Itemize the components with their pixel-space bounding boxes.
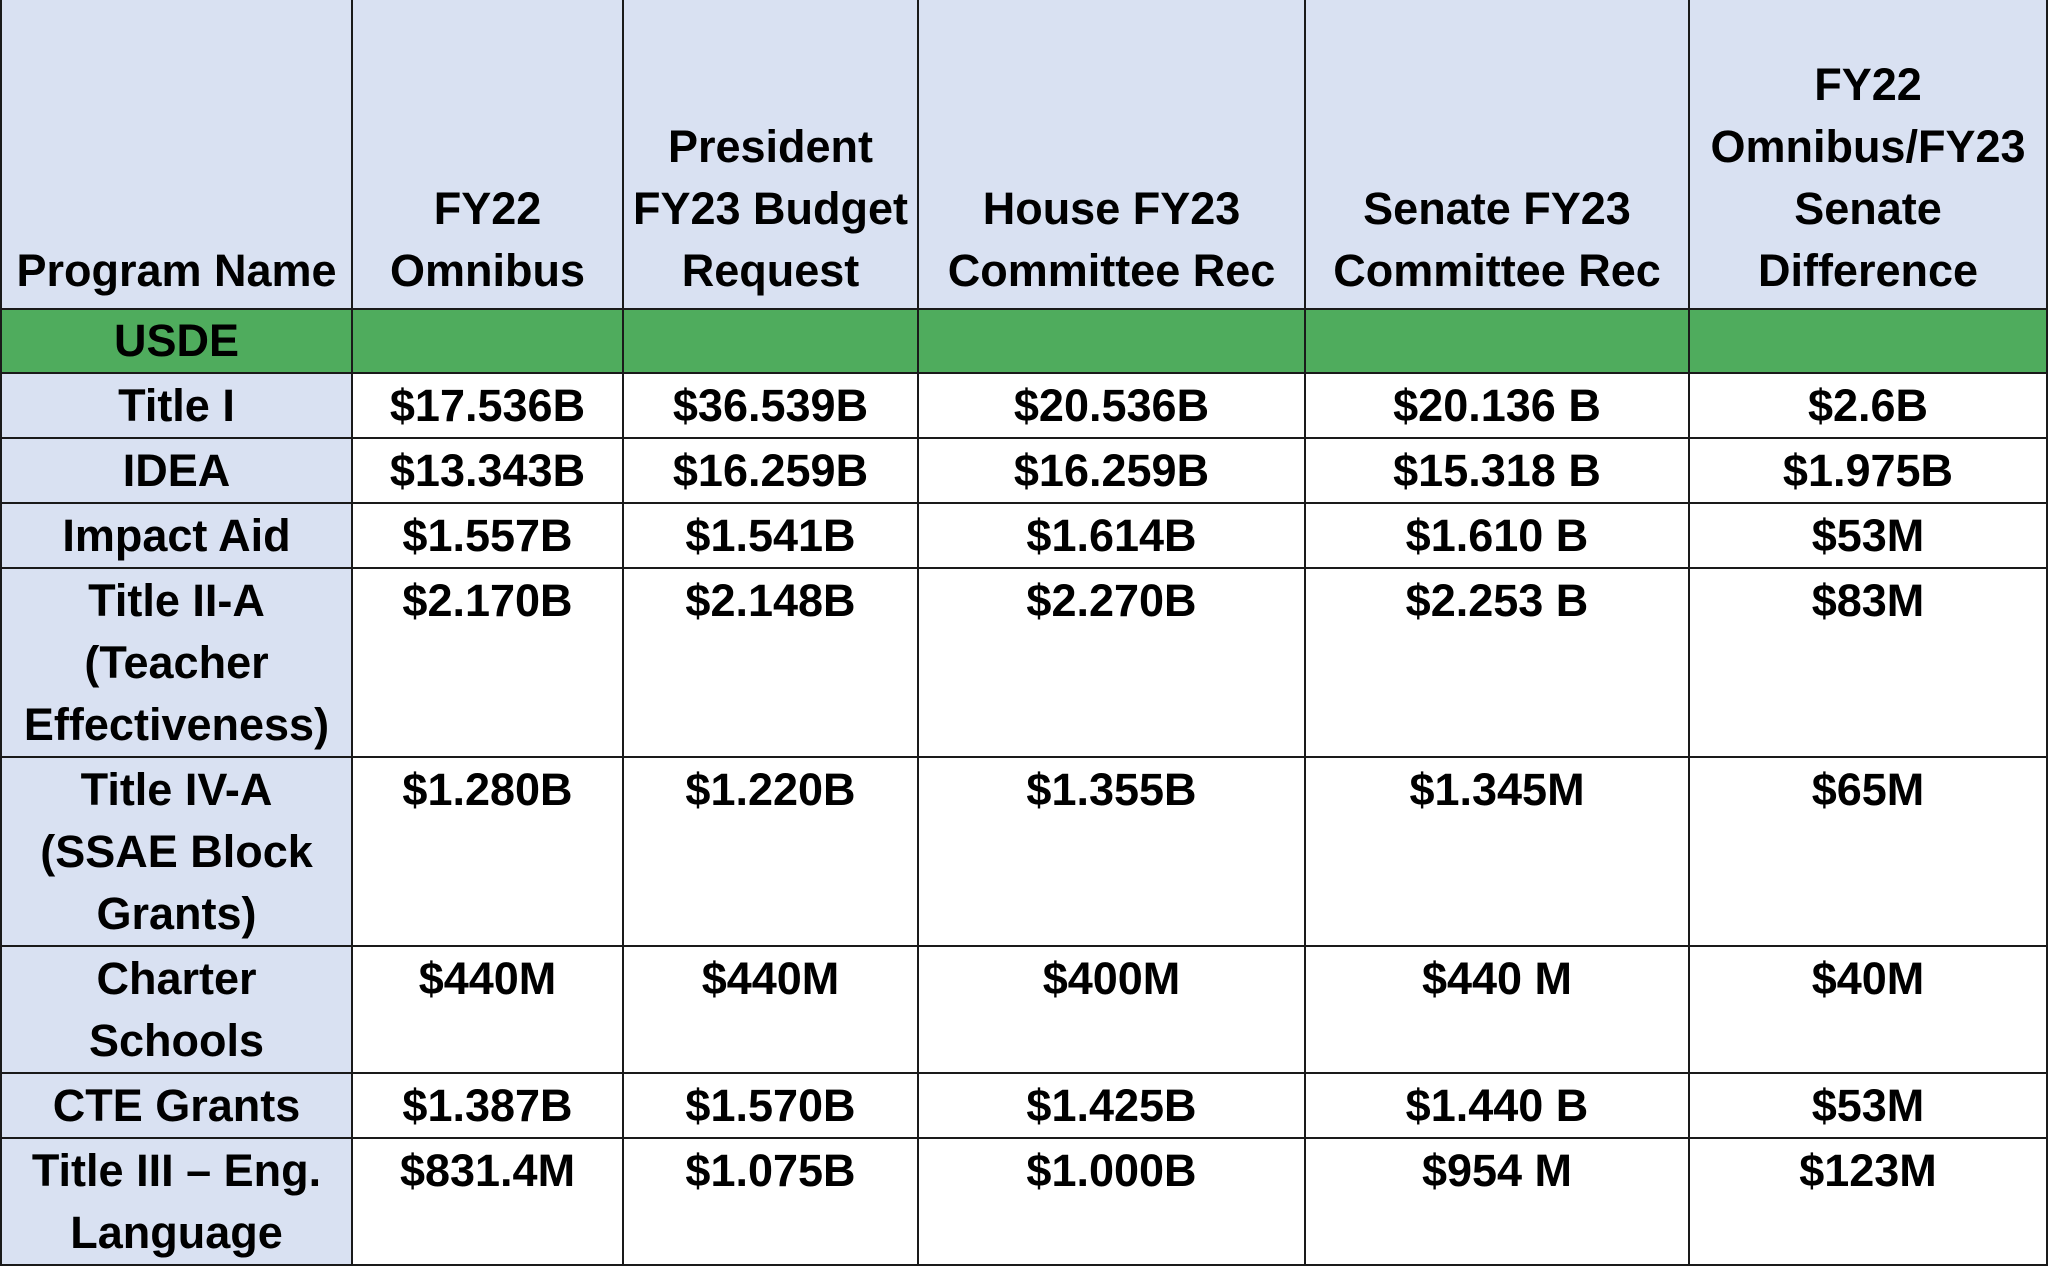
difference-cell: $1.975B	[1689, 438, 2047, 503]
program-name-cell: CTE Grants	[1, 1073, 352, 1138]
difference-cell: $83M	[1689, 568, 2047, 757]
header-row	[1, 0, 2047, 309]
president-fy23-cell: $2.148B	[623, 568, 918, 757]
fy22-omnibus-cell: $13.343B	[352, 438, 623, 503]
president-fy23-cell: $440M	[623, 946, 918, 1073]
header-difference: FY22 Omnibus/FY23 Senate Difference	[1689, 0, 2047, 309]
fy22-omnibus-cell: $440M	[352, 946, 623, 1073]
difference-cell: $65M	[1689, 757, 2047, 946]
fy22-omnibus-cell: $1.387B	[352, 1073, 623, 1138]
difference-cell: $40M	[1689, 946, 2047, 1073]
program-name-cell: Title II-A (Teacher Effectiveness)	[1, 568, 352, 757]
senate-fy23-cell: $2.253 B	[1305, 568, 1689, 757]
program-name-cell: Impact Aid	[1, 503, 352, 568]
fy22-omnibus-cell: $2.170B	[352, 568, 623, 757]
fy22-omnibus-cell: $17.536B	[352, 373, 623, 438]
senate-fy23-cell: $1.440 B	[1305, 1073, 1689, 1138]
president-fy23-cell: $1.541B	[623, 503, 918, 568]
difference-cell: $53M	[1689, 503, 2047, 568]
program-name-cell: Title III – Eng. Language	[1, 1138, 352, 1265]
table-row-cte-grants	[1, 1073, 2047, 1138]
section-row-usde	[1, 309, 2047, 373]
section-cell	[1305, 309, 1689, 373]
senate-fy23-cell: $954 M	[1305, 1138, 1689, 1265]
senate-fy23-cell: $20.136 B	[1305, 373, 1689, 438]
senate-fy23-cell: $440 M	[1305, 946, 1689, 1073]
house-fy23-cell: $1.614B	[918, 503, 1305, 568]
section-cell	[918, 309, 1305, 373]
table-row-charter-schools	[1, 946, 2047, 1073]
difference-cell: $123M	[1689, 1138, 2047, 1265]
fy22-omnibus-cell: $1.280B	[352, 757, 623, 946]
header-house-fy23: House FY23 Committee Rec	[918, 0, 1305, 309]
senate-fy23-cell: $1.345M	[1305, 757, 1689, 946]
president-fy23-cell: $1.075B	[623, 1138, 918, 1265]
program-name-cell: Charter Schools	[1, 946, 352, 1073]
senate-fy23-cell: $1.610 B	[1305, 503, 1689, 568]
program-name-cell: Title IV-A (SSAE Block Grants)	[1, 757, 352, 946]
house-fy23-cell: $1.000B	[918, 1138, 1305, 1265]
senate-fy23-cell: $15.318 B	[1305, 438, 1689, 503]
table-row-title-i	[1, 373, 2047, 438]
fy22-omnibus-cell: $1.557B	[352, 503, 623, 568]
difference-cell: $2.6B	[1689, 373, 2047, 438]
header-senate-fy23: Senate FY23 Committee Rec	[1305, 0, 1689, 309]
program-name-cell: IDEA	[1, 438, 352, 503]
table-row-idea	[1, 438, 2047, 503]
table-row-title-iv-a	[1, 757, 2047, 946]
house-fy23-cell: $2.270B	[918, 568, 1305, 757]
difference-cell: $53M	[1689, 1073, 2047, 1138]
president-fy23-cell: $36.539B	[623, 373, 918, 438]
header-president-fy23: President FY23 Budget Request	[623, 0, 918, 309]
house-fy23-cell: $20.536B	[918, 373, 1305, 438]
table-header	[1, 0, 2047, 309]
table-row-title-iii	[1, 1138, 2047, 1265]
program-name-cell: Title I	[1, 373, 352, 438]
section-cell	[1689, 309, 2047, 373]
header-fy22-omnibus: FY22 Omnibus	[352, 0, 623, 309]
president-fy23-cell: $1.220B	[623, 757, 918, 946]
president-fy23-cell: $1.570B	[623, 1073, 918, 1138]
house-fy23-cell: $1.355B	[918, 757, 1305, 946]
house-fy23-cell: $1.425B	[918, 1073, 1305, 1138]
house-fy23-cell: $400M	[918, 946, 1305, 1073]
president-fy23-cell: $16.259B	[623, 438, 918, 503]
table-row-title-ii-a	[1, 568, 2047, 757]
table-row-impact-aid	[1, 503, 2047, 568]
section-cell	[352, 309, 623, 373]
section-label: USDE	[1, 309, 352, 373]
table-body	[1, 309, 2047, 1265]
house-fy23-cell: $16.259B	[918, 438, 1305, 503]
header-program-name: Program Name	[1, 0, 352, 309]
fy22-omnibus-cell: $831.4M	[352, 1138, 623, 1265]
section-cell	[623, 309, 918, 373]
